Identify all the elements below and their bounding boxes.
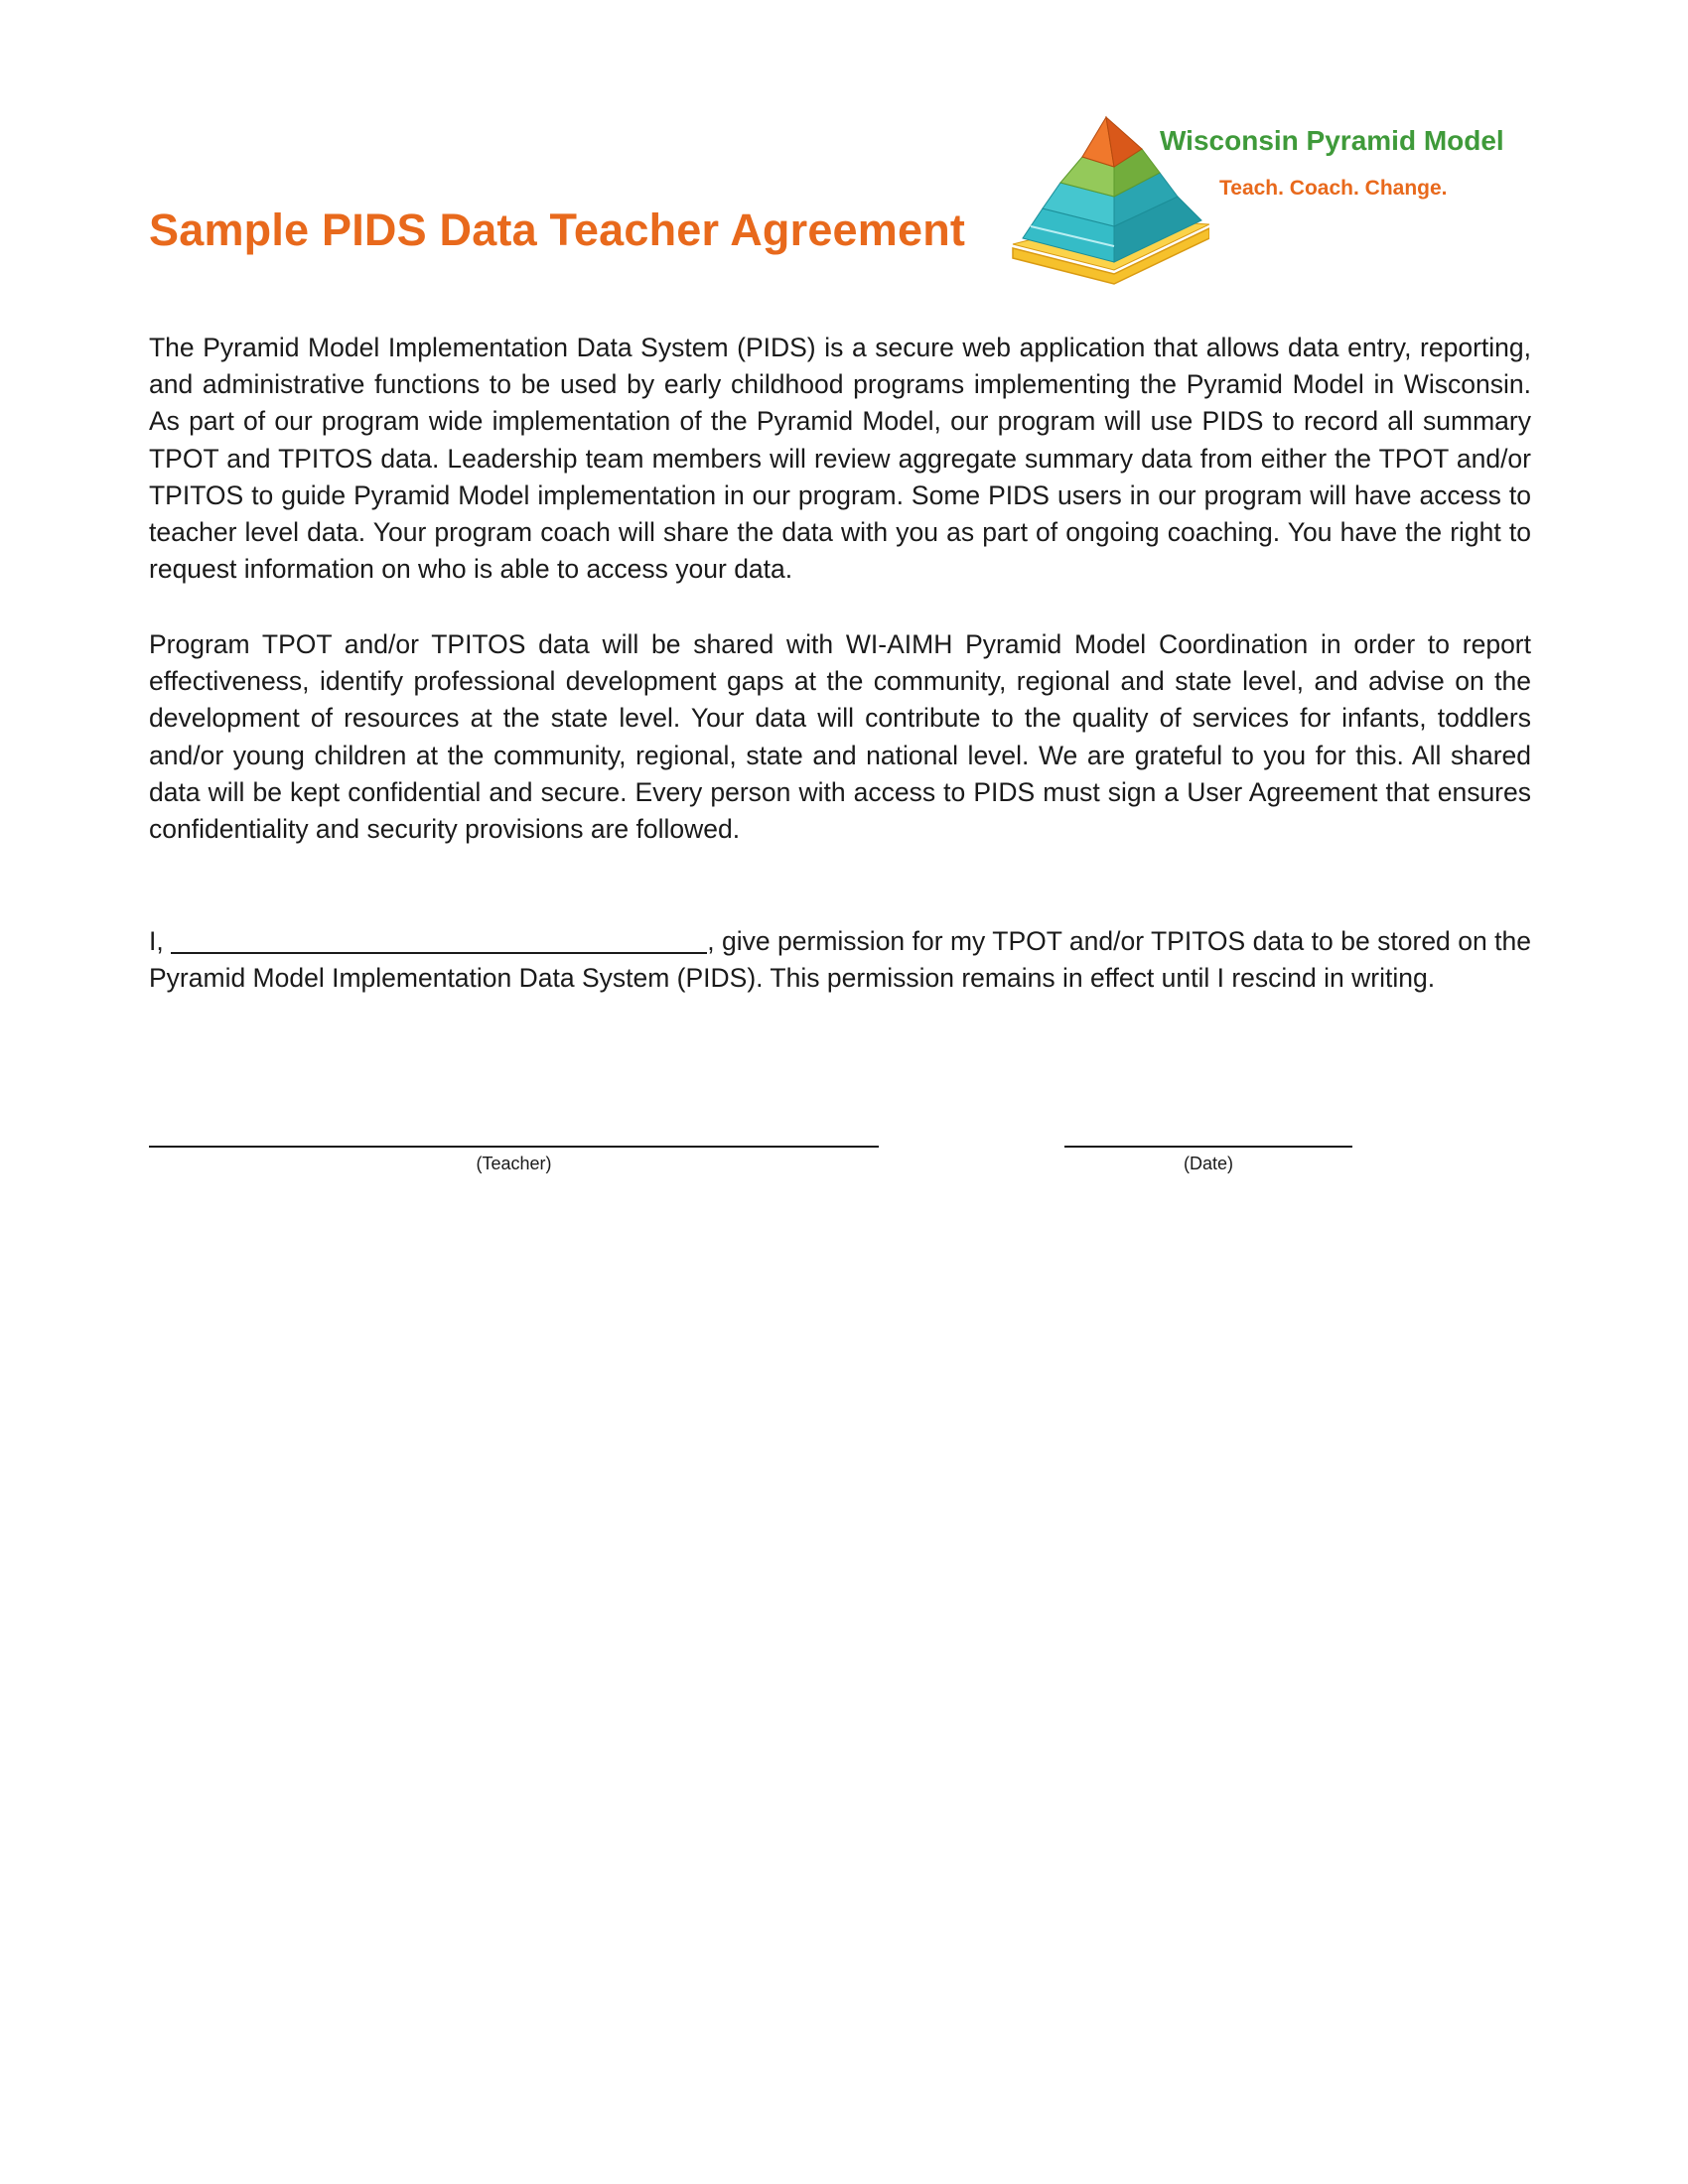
date-label: (Date) — [1183, 1154, 1233, 1173]
teacher-label: (Teacher) — [476, 1154, 552, 1173]
paragraph-data-sharing: Program TPOT and/or TPITOS data will be shared with WI-AIMH Pyramid Model Coordination in order to report effectiveness, identify professional development gaps at the community, regional and state level, and advise on the development of resources at the state level. Your data will contribute to the quality of services for infants, toddlers and/or young children at the community, regional, state and national level. We are grateful to you for this. All shared data will be kept confidential and secure. Every person with access to PIDS must sign a User Agreement that ensures confidentiality and security provisions are followed. — [149, 629, 1531, 845]
document-title: Sample PIDS Data Teacher Agreement — [149, 205, 966, 255]
wisconsin-pyramid-model-logo — [1011, 111, 1527, 285]
teacher-signature-line[interactable] — [149, 1146, 879, 1148]
logo-tagline: Teach. Coach. Change. — [1219, 177, 1448, 200]
name-blank-field[interactable] — [171, 926, 707, 954]
paragraph-pids-description: The Pyramid Model Implementation Data System (PIDS) is a secure web application that allows data entry, reporting, and administrative functions to be used by early childhood programs implementing the Pyramid Model in Wisconsin. As part of our program wide implementation of the Pyramid Model, our program will use PIDS to record all summary TPOT and TPITOS data. Leadership team members will review aggregate summary data from either the TPOT and/or TPITOS to guide Pyramid Model implementation in our program. Some PIDS users in our program will have access to teacher level data. Your program coach will share the data with you as part of ongoing coaching. You have the right to request information on who is able to access your data. — [149, 333, 1531, 585]
permission-statement — [149, 923, 1531, 997]
permission-prefix: I, — [149, 926, 164, 956]
permission-suffix: , give permission for my TPOT and/or TPITOS data to be stored on the Pyramid Model Implementation Data System (PIDS). This permission remains in effect until I rescind in writing. — [149, 926, 1531, 994]
logo-name: Wisconsin Pyramid Model — [1160, 125, 1504, 156]
date-signature-line[interactable] — [1064, 1146, 1352, 1148]
